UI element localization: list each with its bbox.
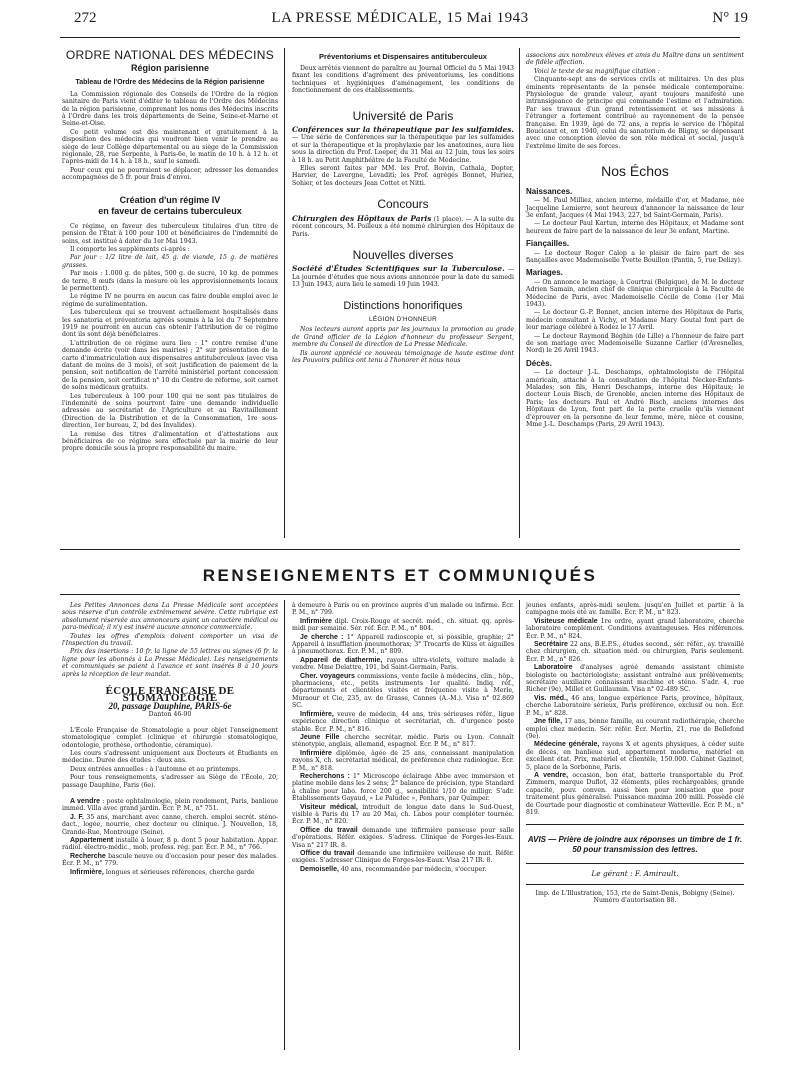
journal-title: LA PRESSE MÉDICALE, 15 Mai 1943 [271, 10, 529, 26]
imprint-line-1: Imp. de L'Illustration, 153, rte de Saint-Denis, Bobigny (Seine). [535, 889, 735, 897]
chir-note: (1 place). [433, 215, 464, 223]
column-news [292, 52, 514, 365]
regime-title-2: en faveur de certains tuberculeux [98, 205, 242, 216]
ad-item: Infirmière dipl. Croix-Rouge et secrét. méd., ch. situat. qq. après-midi par semaine. Sér. réf. Écr. P. M., n° 804. [292, 617, 514, 633]
ads-divider-1 [284, 600, 285, 1050]
ads-list-1 [62, 798, 278, 876]
mar-p3: — Le docteur Raymond Béghin (de Lille) a l'honneur de faire part de son mariage avec Mademoiselle Suzanne Carlier (d'Avesnelles, Nord) le 26 Avril 1943. [526, 332, 744, 355]
chir-title: Chirurgien des Hôpitaux de Paris [292, 213, 432, 223]
ad-item: Médecine générale, rayons X et agents physiques, à céder suite de décès, en banlieue sud, appartement moderne, matériel en excellent état. Prix, matériel et clientèle, 150.000. Cabinet Gazinot, 5, place de la Sorbonne, Paris. [526, 741, 744, 771]
ads-column-2 [292, 602, 514, 874]
ad-item: Visiteur médical, introduit de longue date dans le Sud-Ouest, visible à Paris du 17 au 20 Mai, ch. Labos pour compléter tournée. Écr. P. M., n° 820. [292, 803, 514, 826]
issue-number: N° 19 [712, 10, 748, 26]
region-title: Région parisienne [130, 63, 210, 74]
fiancailles-head: Fiançailles. [526, 239, 570, 249]
dist-title: Distinctions honorifiques [343, 299, 463, 312]
ad-item: Laboratoire d'analyses agréé demande assistant chimiste biologiste ou bactériologiste; assistant entraîné aux prélèvements; secrétaire auxiliaire connaissant machine et sténo. S'adr. 4, rue Richer (9e), Millet et Guillaumin. Visa n° 02-489 SC. [526, 664, 744, 694]
ad-item: Secrétaire 22 ans, B.E.P.S., études second., sér. référ., ay. travaillé chez chirurgien, ch. situation méd. ou chirurgien, Paris seulement. Écr. P. M., n° 826. [526, 641, 744, 663]
ad-item: Demoiselle, 40 ans, recommandée par médecin, s'occuper. [300, 865, 487, 873]
echos-title: Nos Échos [601, 163, 669, 180]
school-p1: L'École Française de Stomatologie a pour objet l'enseignement stomatologique complet (clinique et chirurgie stomatologique, odontologie, prothèse, orthodontie, céramique). [62, 726, 278, 749]
univ-title: Université de Paris [352, 108, 454, 123]
soc-p1: — La journée d'études que nous avions annoncée pour la date du samedi 13 Juin 1943, aura lieu le samedi 19 Juin 1943. [292, 266, 515, 289]
column-divider-2 [519, 48, 520, 538]
regime-p2: Il comporte les suppléments ci-après : [70, 245, 190, 253]
cont-p1: associons aux nombreux élèves et amis du Maître dans un sentiment de fidèle affection. [526, 52, 744, 67]
regime-p9: La remise des titres d'alimentation et d'attestations aux bénéficiaires de ce régime sera effectuée par la mairie de leur propre domicile sous la propre responsabilité du maire. [62, 430, 278, 453]
ad-item: Infirmière, veuve de médecin, 44 ans, très sérieuses référ., ligue expérience direction clinique et secrétariat, ch. d'urgence poste stable. Écr. P. M., n° 816. [292, 710, 514, 733]
page-header [52, 10, 748, 32]
conf-p1: — Une série de Conférences sur la thérapeutique par les sulfamides et sur la thérapeutique et la prophylaxie par les anatoxines, aura lieu sous la direction du Prof. Loeper, du 31 Mai au 12 Juin, tous les soirs à 18 h. au Petit Amphithéâtre de la Faculté de Médecine. [292, 134, 514, 164]
school-p3: Deux entrées annuelles : à l'automne et au printemps. [70, 765, 241, 773]
regime-title-1: Création d'un régime IV [119, 194, 221, 205]
regime-p8: Les tuberculeux à 100 pour 100 qui ne sont pas titulaires de l'indemnité de soins pourront faire une demande individuelle adressée au secrétariat de l'Agriculture et au Ravitaillement (Direction de la Distribution et de la Consommation, 1re sous-direction, 1er bureau, 2, bd des Invalides). [62, 392, 278, 430]
school-tel: Danton 46-90 [148, 711, 192, 719]
tableau-p2: Ce petit volume est dès maintenant et gratuitement à la disposition des médecins qui voudront bien venir le prendre au siège de leur Collège départemental ou au siège de la Commission régionale, 28, rue Serpente, à Paris-6e, le matin de 10 h. à 12 h. et l'après-midi de 14 h. à 18 h., sauf le samedi. [62, 128, 278, 166]
ads-column-3 [526, 602, 744, 905]
ad-item: Jeune Fille cherche secrétar. médic. Paris ou Lyon. Connaît sténotypie, anglais, allemand, espagnol. Écr. P. M., n° 817. [292, 733, 514, 749]
regime-p5: Le régime IV ne pourra en aucun cas faire double emploi avec le régime de suralimentation. [62, 293, 278, 308]
section-rule-bottom [60, 594, 740, 595]
ad-item: Visiteuse médicale 1re ordre, ayant grand laboratoire, cherche laboratoire complément. Conditions avantageuses. Hes références. Écr. P. M., n° 824. [526, 617, 745, 640]
citation-intro: Voici le texte de sa magnifique citation : [534, 67, 660, 75]
column-divider-1 [284, 48, 285, 538]
school-address: 20, passage Dauphine, PARIS-6e [108, 700, 232, 711]
ad-item: à demeure à Paris ou en province auprès d'un malade ou infirme. Écr. P. M., n° 799. [292, 602, 514, 617]
ad-item: Je cherche : 1° Appareil radioscopie et, si possible, graphie; 2° Appareil à insufflation pneumothorax; 3° Trocarts de Küss et aiguilles à pneumothorax. Écr. P. M., n° 809. [292, 633, 514, 656]
imprint-line-2: Numéro d'autorisation 88. [593, 897, 677, 905]
header-rule [60, 37, 740, 38]
mar-p2: — Le docteur G.-P. Bonnet, ancien interne des Hôpitaux de Paris, médecin consultant à Vichy, et Madame Mary Goutal font part de leur mariage célébré à Rodez le 17 Avril. [526, 309, 744, 332]
ad-item: Appartement installé à louer, 8 p. dont 5 pour habitation. Appar. radiol. électro-médic., mob. profess. rég. par. Écr. P. M., n° 766. [62, 836, 278, 852]
ad-item: A vendre, occasion, bon état, batterie transportable du Prof. Zimmern, marque Duflot, 32 éléments, piles rechargeables, grande capacité, pouv. conven. aussi bien pour ionisation que pour traitement plus généralisé. Puissance maxima 200 milli. Possède clé de Courtade pour diagnostic et combinateur Watteville. Écr. P. M., n° 819. [526, 771, 745, 816]
chir-p1: — A la suite du récent concours, M. Poilleux a été nommé chirurgien des Hôpitaux de Paris. [292, 215, 515, 238]
ad-item: J. F. 35 ans, marchant avec canne, cherch. emploi secrét. sténo-dact., logée, nourrie, chez docteur ou clinique. J. Nouvellon, 18, Grande-Rue, Montrouge (Seine). [62, 813, 279, 836]
dec-p1: — Le docteur J.-L. Deschamps, ophtalmologiste de l'Hôpital américain, attaché à la consultation de l'hôpital Necker-Enfants-Malades; son fils, Henri Deschamps, interne des Hôpitaux; le docteur Louis Bisch, de Grenoble, ancien interne des Hôpitaux de Paris; les docteurs Paul et André Bisch, anciens internes des Hôpitaux de Lyon, font part de la perte cruelle qu'ils viennent d'éprouver en la personne de leur femme, mère, nièce et cousine, Mme J.-L. Deschamps (Paris, 29 Avril 1943). [526, 369, 744, 429]
column-ordre [62, 48, 278, 454]
conf-p2: Elles seront faites par MM. les Prof. Boivin, Cathala, Dopter, Harvier, de Lavergne, Levaditi; les Prof. agrégés Bonnet, Huriez, Sohier, et les docteurs Jean Cottet et Nitti. [292, 165, 514, 187]
deces-head: Décès. [526, 358, 552, 368]
legion-title: LÉGION D'HONNEUR [369, 315, 437, 323]
regime-p7: L'attribution de ce régime aura lieu : 1° contre remise d'une demande écrite (voir dans les mairies) ; 2° sur présentation de la carte d'immatriculation aux dispensaires antituberculeux (avec visa datant de moins de 3 mois), et soit justification de paiement de la pension, soit notification de l'arrêté ministériel portant concession de la pension, soit certificat n° 10 du Centre de réforme, soit carnet de soins médicaux gratuits. [62, 339, 278, 392]
ad-item: A vendre : poste ophtalmologie, plein rendement, Paris, banlieue imméd. Villa avec grand jardin. Écr. P. M., n° 751. [62, 797, 278, 813]
legion-p1: Nos lecteurs auront appris par les journaux la promotion au grade de Grand officier de la Légion d'honneur du professeur Sergent, membre du Conseil de direction de La Presse Médicale. [292, 326, 514, 349]
mariages-head: Mariages. [526, 268, 563, 278]
naissances-head: Naissances. [526, 186, 573, 196]
avis-rule-top [526, 824, 744, 825]
ad-item: Recherchons : 1° Microscope éclairage Abbe avec immersion et platine mobile dans les 2 sens; 2° balance de précision, type Standard à chaîne pour labo. force 200 g., sensibilité 1/10 de milligr. S'adr. Établissements Gayaud, « Le Paludec », Penhars, par Quimper. [292, 772, 514, 803]
tableau-p1: La Commission régionale des Conseils de l'Ordre de la région sanitaire de Paris vient d'éditer le tableau de l'Ordre des Médecins de la région parisienne, comprenant les noms des Médecins inscrits à l'Ordre dans les trois départements de Seine, Seine-et-Marne et Seine-et-Oise. [62, 90, 278, 128]
naiss-p1: — M. Paul Milliez, ancien interne, médaille d'or, et Madame, née Jacqueline Lemierre, sont heureux d'annoncer la naissance de leur 3e enfant, Jacques (4 Mai 1943, 227, bd Saint-Germain, Paris). [526, 197, 744, 219]
ad-item: Office du travail demande une infirmière veilleuse de nuit. Référ. exigées. S'adresser Clinique de Forges-les-Eaux. Visa 217 IR. 8. [292, 850, 515, 865]
ads-divider-2 [519, 600, 520, 1050]
page-number: 272 [74, 10, 97, 26]
ordre-title: ORDRE NATIONAL DES MÉDECINS [65, 48, 275, 62]
ad-item: Vis. méd., 46 ans, longue expérience Paris, province, hôpitaux, cherche Laboratoire sérieux, Paris préférence, exclusif ou non. Écr. P. M., n° 828. [526, 694, 744, 717]
ads-intro-p2: Toutes les offres d'emplois doivent comporter un visa de l'Inspection du travail. [62, 632, 278, 648]
ad-item: Infirmière, longues et sérieuses références, cherche garde [70, 868, 255, 876]
ad-item: Appareil de diathermie, rayons ultra-violets, voiture malade à vendre. Mme Delattre, 191, bd Saint-Germain, Paris. [292, 656, 514, 672]
school-p2: Les cours s'adressent uniquement aux Docteurs et Étudiants en médecine. Durée des études : deux ans. [62, 749, 278, 765]
ad-item: Jne fille, 17 ans, bonne famille, au courant radiothérapie, cherche emploi chez médecin. Sér. référ. Écr. Merlin, 21, rue de Bellefond (9e). [526, 718, 745, 740]
ad-item: Cher. voyageurs commissions, vente facile à médecins, clin., hôp., pharmaciens, etc., petits instruments 1er qualité. Indiq. réf., départements et clientèles visités et fréquence visite à Merle, Muraour et Cie, 235, av. de Grasse, Cannes (A.-M.). Visa n° 02.869 SC. [292, 672, 515, 710]
ads-column-1 [62, 602, 278, 877]
gerant: Le gérant : F. Amirault. [591, 869, 679, 879]
avis-notice: AVIS — Prière de joindre aux réponses un timbre de 1 fr. 50 pour transmission des lettres. [527, 835, 743, 855]
tableau-title: Tableau de l'Ordre des Médecins de la Région parisienne [75, 78, 265, 86]
nouv-title: Nouvelles diverses [352, 247, 454, 262]
conf-title: Conférences sur la thérapeutique par les sulfamides. [292, 125, 514, 135]
mar-p1: — On annonce le mariage, à Courtrai (Belgique), de M. le docteur Adrien Samain, ancien chef de clinique chirurgicale à la Faculté de Médecine de Paris, avec Mademoiselle Cécile de Come (1er Mai 1943). [526, 278, 744, 308]
regime-p6: Les tuberculeux qui se trouvent actuellement hospitalisés dans les sanatoria et préventoria agréés soumis à la loi du 7 Septembre 1919 ne pourront en aucun cas obtenir l'attribution de ce régime dont ils sont déjà bénéficiaires. [62, 309, 278, 339]
ad-item: Office du travail demande une infirmière panseuse pour salle d'opérations. Référ. exigées. S'adress. Clinique de Forges-les-Eaux. Visa n° 217 IR. 8. [292, 826, 515, 849]
ads-intro-p3: Prix des insertions : 10 fr. la ligne de 55 lettres ou signes (6 fr. la ligne pour les abonnés à La Presse Médicale). Les renseignements et communiqués se paient à l'avance et sont insérés 8 à 10 jours après la réception de leur mandat. [62, 648, 278, 678]
regime-p1: Ce régime, en faveur des tuberculeux titulaires d'un titre de pension de l'État à 100 pour 100 et bénéficiaires de l'indemnité de soins, est institué à dater du 1er Mai 1943. [62, 222, 278, 245]
ad-item: Recherche bascule neuve ou d'occasion pour peser des malades. Écr. P. M., n° 779. [62, 852, 279, 868]
ad-item: Infirmière diplômée, âgée de 25 ans, connaissant manipulation rayons X, ch. secrétariat médical, de préférence chez radiologue. Écr. P. M., n° 818. [292, 749, 514, 772]
ad-item: jeunes enfants, après-midi seulem. jusqu'en Juillet et partir. à la campagne mois été av. famille. Écr. P. M., n° 823. [526, 602, 744, 617]
imprint-rule [526, 884, 744, 885]
school-name: ÉCOLE FRANÇAISE DE STOMATOLOGIE [105, 685, 235, 705]
concours-title: Concours [377, 197, 429, 212]
naiss-p2: — Le docteur Paul Kartun, interne des Hôpitaux, et Madame sont heureux de faire part de la naissance de leur 3e enfant, Martine. [526, 220, 744, 235]
section-rule-top [60, 549, 740, 550]
soc-title: Société d'Études Scientifiques sur la Tuberculose. [292, 264, 505, 274]
ads-intro-p1: Les Petites Annonces dans La Presse Médicale sont acceptées sous réserve d'un contrôle extrêmement sévère. Cette rubrique est absolument réservée aux annonceurs ayant un caractère médical ou para-médical; il n'y est inséré aucune annonce commerciale. [62, 602, 278, 632]
school-p4: Pour tous renseignements, s'adresser au Siège de l'École, 20, passage Dauphine, Paris (6e). [62, 774, 278, 789]
legion-p2: Ils auront apprécié ce nouveau témoignage de haute estime dont les Pouvoirs publics ont tenu à l'honorer et nous nous [292, 349, 514, 364]
renseignements-title: RENSEIGNEMENTS ET COMMUNIQUÉS [202, 566, 598, 585]
prev-title: Préventoriums et Dispensaires antituberculeux [319, 52, 487, 61]
tableau-p3: Pour ceux qui ne pourraient se déplacer, adresser les demandes accompagnées de 5 fr. pour frais d'envoi. [62, 166, 278, 182]
column-echos [526, 52, 744, 429]
citation-text: Cinquante-sept ans de services civils et militaires. Un des plus éminents représentants de la pensée médicale contemporaine. Physiologue de grande valeur, ayant toujours manifesté une intransigeance de principe qui commande l'estime et l'admiration. Par ses travaux d'un grand retentissement et ses missions à l'étranger a fortement contribué au rayonnement de la pensée française. En 1939, âgé de 72 ans, a repris le service de l'hôpital Boucicaut et, en 1940, celui du sanatorium de Bligny, se dépensant avec une conception élevée de son rôle médical et social, jusqu'à l'extrême limite de ses forces. [526, 76, 744, 150]
prev-p1: Deux arrêtés viennent de paraître au Journal Officiel du 5 Mai 1943 fixant les conditions d'agrément des préventoriums, les conditions techniques et hygiéniques d'aménagement, les conditions de fonctionnement de ces établissements. [292, 65, 514, 95]
fianc-p1: — Le docteur Roger Calop a le plaisir de faire part de ses fiançailles avec Mademoiselle Yvette Bouillon (Pantin, 5, rue Delizy). [526, 249, 744, 264]
avis-rule-bottom [526, 863, 744, 864]
regime-p3: Par jour : 1/2 litre de lait, 45 g. de viande, 15 g. de matières grasses. [62, 254, 278, 269]
regime-p4: Par mois : 1.000 g. de pâtes, 500 g. de sucre, 10 kg. de pommes de terre, 8 œufs (dans la mesure où les approvisionnements locaux le permettent). [62, 270, 278, 292]
